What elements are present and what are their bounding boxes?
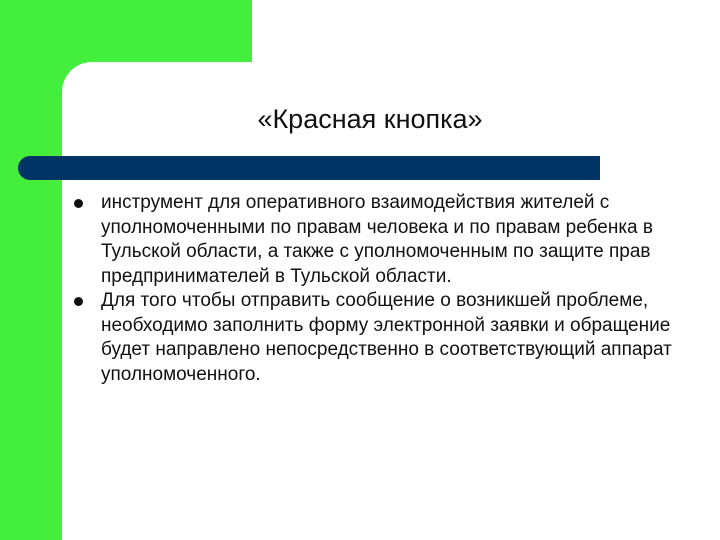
bullet-list bbox=[74, 191, 674, 387]
list-item bbox=[74, 191, 674, 289]
bullet-dot-icon bbox=[74, 297, 83, 306]
bullet-text: инструмент для оперативного взаимодействия жителей с уполномоченными по правам человека и по правам ребенка в Тульской области, а также с уполномоченным по защите прав предпринимателей в Тульской области. bbox=[101, 192, 653, 287]
green-decoration-left bbox=[0, 0, 62, 540]
list-item bbox=[74, 289, 674, 387]
title-divider-bar bbox=[18, 156, 600, 180]
slide-title: «Красная кнопка» bbox=[257, 104, 483, 134]
bullet-dot-icon bbox=[74, 199, 83, 208]
bullet-text: Для того чтобы отправить сообщение о возникшей проблеме, необходимо заполнить форму электронной заявки и обращение будет направлено непосредственно в соответствующий аппарат уполномоченного. bbox=[101, 290, 672, 385]
